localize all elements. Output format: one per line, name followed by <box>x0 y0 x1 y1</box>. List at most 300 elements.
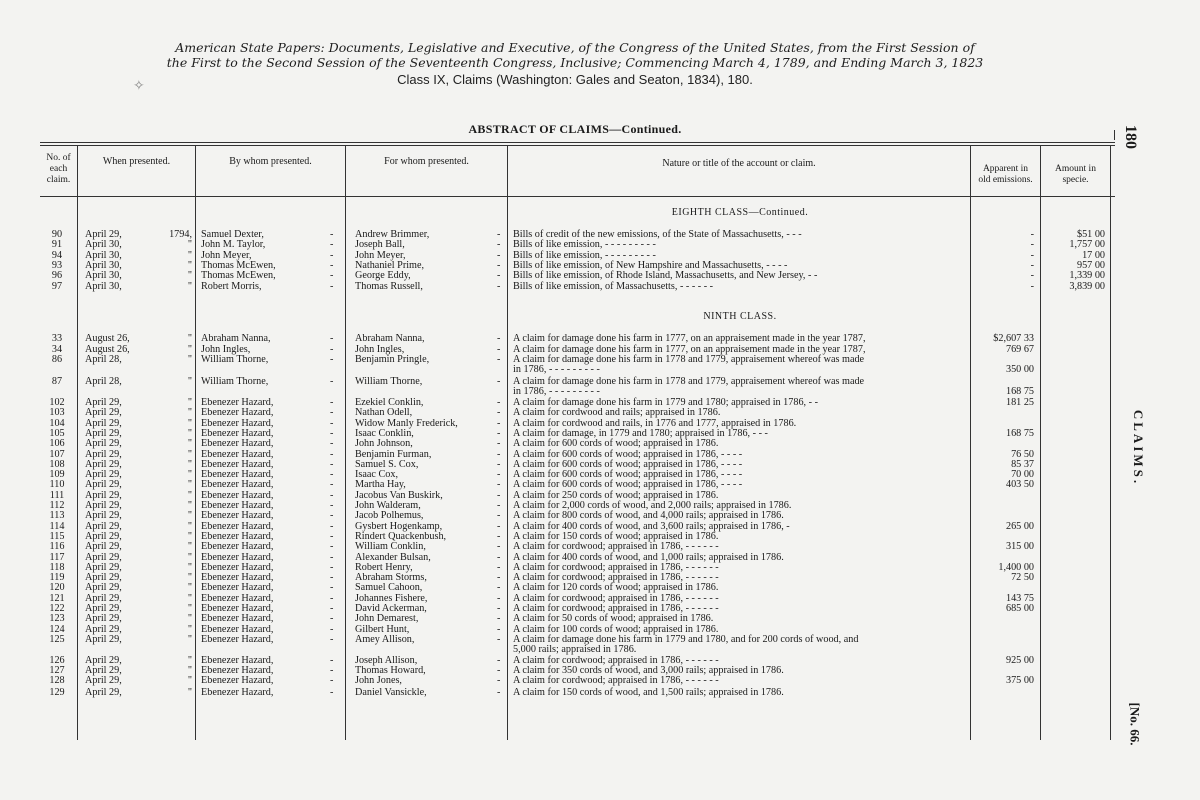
year: " <box>187 530 192 542</box>
leader-dash: - <box>330 500 334 511</box>
leader-dash: - <box>497 280 501 292</box>
amount-old-emissions: 265 00 <box>1005 520 1034 532</box>
claim-number: 125 <box>49 633 65 645</box>
amount-old-emissions: 925 00 <box>1005 654 1034 666</box>
claim-nature: Bills of like emission, - - - - - - - - - <box>513 249 656 261</box>
claim-number: 103 <box>49 407 65 419</box>
claim-nature: A claim for damage done his farm in 1779 and 1780, and for 200 cords of wood, and <box>513 633 859 645</box>
leader-dash: - <box>330 572 334 584</box>
presented-by: Ebenezer Hazard, <box>201 541 274 553</box>
amount-old-emissions: 168 75 <box>1005 386 1034 397</box>
year: " <box>187 603 192 614</box>
claim-number: 123 <box>49 613 65 625</box>
year: " <box>187 343 192 355</box>
claim-nature: in 1786, - - - - - - - - - <box>513 364 600 375</box>
claim-number: 105 <box>49 427 65 439</box>
presented-by: Ebenezer Hazard, <box>201 551 274 563</box>
section-eighth-class: EIGHTH CLASS—Continued. <box>671 207 809 218</box>
claim-nature: A claim for damage done his farm in 1777, on an appraisement made in the year 1787, <box>513 333 866 344</box>
presented-by: Ebenezer Hazard, <box>201 675 274 687</box>
year: " <box>187 333 192 344</box>
date-presented: April 29, <box>85 675 122 687</box>
date-presented: April 29, <box>85 582 122 594</box>
leader-dash: - <box>497 500 501 511</box>
date-presented: April 29, <box>85 664 122 676</box>
leader-dash: - <box>497 417 501 429</box>
presented-by: Ebenezer Hazard, <box>201 623 274 635</box>
leader-dash: - <box>330 343 334 355</box>
date-presented: April 30, <box>85 259 122 271</box>
document-number: [No. 66. <box>1127 702 1143 746</box>
presented-by: Ebenezer Hazard, <box>201 417 274 429</box>
year: " <box>187 438 192 450</box>
claim-number: 129 <box>49 686 65 698</box>
page-edge-rule <box>1114 130 1115 140</box>
leader-dash: - <box>330 686 334 698</box>
table-row <box>0 687 1150 698</box>
col-header-old: Apparent in old emissions. <box>978 164 1033 185</box>
presented-by: Ebenezer Hazard, <box>201 500 274 511</box>
date-presented: April 29, <box>85 469 122 481</box>
date-presented: August 26, <box>85 343 130 355</box>
presented-by: Ebenezer Hazard, <box>201 469 274 481</box>
claim-number: 124 <box>49 623 65 635</box>
amount-old-emissions: 350 00 <box>1005 364 1034 375</box>
year: " <box>187 259 192 271</box>
date-presented: April 30, <box>85 239 122 251</box>
leader-dash: - <box>330 354 334 365</box>
date-presented: April 30, <box>85 270 122 282</box>
claim-nature: A claim for 50 cords of wood; appraised in 1786. <box>513 613 714 625</box>
claim-nature: A claim for 100 cords of wood; appraised in 1786. <box>513 623 719 635</box>
date-presented: April 29, <box>85 438 122 450</box>
presented-for: John Jones, <box>355 675 402 687</box>
presented-by: Ebenezer Hazard, <box>201 479 274 491</box>
leader-dash: - <box>330 229 334 240</box>
amount-old-emissions: 403 50 <box>1005 479 1034 491</box>
claim-nature: A claim for damage done his farm in 1778 and 1779, appraisement whereof was made <box>513 354 865 365</box>
col-header-when: When presented. <box>102 156 171 167</box>
amount-specie: 957 00 <box>1076 259 1105 271</box>
leader-dash: - <box>330 469 334 481</box>
leader-dash: - <box>330 376 334 387</box>
claim-nature: A claim for 800 cords of wood, and 4,000 rails; appraised in 1786. <box>513 510 784 522</box>
date-presented: April 29, <box>85 686 122 698</box>
claim-nature: A claim for cordwood; appraised in 1786, - - - - - - <box>513 654 719 666</box>
leader-dash: - <box>330 239 334 251</box>
presented-for: David Ackerman, <box>355 603 427 614</box>
presented-for: John Meyer, <box>355 249 406 261</box>
leader-dash: - <box>497 530 501 542</box>
presented-by: John Meyer, <box>201 249 252 261</box>
leader-dash: - <box>497 239 501 251</box>
year: " <box>187 458 192 470</box>
presented-for: Martha Hay, <box>355 479 406 491</box>
presented-by: Abraham Nanna, <box>201 333 271 344</box>
claim-number: 93 <box>51 259 63 271</box>
presented-for: Rindert Quackenbush, <box>355 530 447 542</box>
table-top-rule-2 <box>40 145 1115 146</box>
claim-nature: A claim for cordwood; appraised in 1786, - - - - - - <box>513 603 719 614</box>
presented-for: Abraham Storms, <box>355 572 427 584</box>
date-presented: April 29, <box>85 520 122 532</box>
year: " <box>187 572 192 584</box>
presented-by: Ebenezer Hazard, <box>201 572 274 584</box>
presented-for: Nathaniel Prime, <box>355 259 425 271</box>
claim-number: 97 <box>51 280 63 292</box>
amount-old-emissions: 181 25 <box>1005 397 1034 408</box>
claim-nature: A claim for 600 cords of wood; appraised in 1786, - - - - <box>513 479 743 491</box>
amount-old-emissions: 375 00 <box>1005 675 1034 687</box>
presented-for: George Eddy, <box>355 270 411 282</box>
claim-number: 107 <box>49 448 65 460</box>
leader-dash: - <box>497 333 501 344</box>
date-presented: April 29, <box>85 623 122 635</box>
date-presented: April 29, <box>85 489 122 501</box>
year: " <box>187 623 192 635</box>
amount-old-emissions: - <box>1030 280 1034 292</box>
leader-dash: - <box>330 489 334 501</box>
date-presented: April 29, <box>85 654 122 666</box>
presented-by: Ebenezer Hazard, <box>201 510 274 522</box>
leader-dash: - <box>497 376 501 387</box>
leader-dash: - <box>330 623 334 635</box>
amount-old-emissions: - <box>1030 229 1034 240</box>
citation-line-2: the First to the Second Session of the Seventeenth Congress, Inclusive; Commencing March 4, 1789, and Ending March 3, 1823 <box>166 55 984 70</box>
claim-nature: A claim for damage done his farm in 1777, on an appraisement made in the year 1787, <box>513 343 866 355</box>
leader-dash: - <box>330 397 334 408</box>
claim-nature: A claim for 250 cords of wood; appraised in 1786. <box>513 489 719 501</box>
year: " <box>187 376 192 387</box>
leader-dash: - <box>330 603 334 614</box>
leader-dash: - <box>497 561 501 573</box>
date-presented: April 29, <box>85 592 122 604</box>
date-presented: April 29, <box>85 561 122 573</box>
date-presented: April 29, <box>85 613 122 625</box>
leader-dash: - <box>497 613 501 625</box>
leader-dash: - <box>330 613 334 625</box>
presented-by: Ebenezer Hazard, <box>201 489 274 501</box>
claim-nature: Bills of credit of the new emissions, of the State of Massachusetts, - - - <box>513 229 802 240</box>
presented-by: Ebenezer Hazard, <box>201 397 274 408</box>
date-presented: April 30, <box>85 249 122 261</box>
leader-dash: - <box>497 407 501 419</box>
date-presented: April 29, <box>85 541 122 553</box>
date-presented: April 29, <box>85 551 122 563</box>
date-presented: April 29, <box>85 530 122 542</box>
presented-for: Widow Manly Frederick, <box>355 417 458 429</box>
claim-nature: A claim for 400 cords of wood, and 1,000 rails; appraised in 1786. <box>513 551 784 563</box>
citation-line-1: American State Papers: Documents, Legislative and Executive, of the Congress of the United States, from the First Session of <box>175 40 975 55</box>
leader-dash: - <box>497 479 501 491</box>
leader-dash: - <box>497 427 501 439</box>
claim-nature: A claim for 400 cords of wood, and 3,600 rails; appraised in 1786, - <box>513 520 790 532</box>
claim-number: 121 <box>49 592 65 604</box>
claim-nature: A claim for 600 cords of wood; appraised in 1786, - - - - <box>513 469 743 481</box>
leader-dash: - <box>330 582 334 594</box>
claim-nature: A claim for damage done his farm in 1778 and 1779, appraisement whereof was made <box>513 376 865 387</box>
presented-by: Ebenezer Hazard, <box>201 448 274 460</box>
date-presented: April 29, <box>85 417 122 429</box>
year: " <box>187 427 192 439</box>
leader-dash: - <box>497 354 501 365</box>
leader-dash: - <box>330 675 334 687</box>
year: " <box>187 489 192 501</box>
presented-by: Ebenezer Hazard, <box>201 633 274 645</box>
year: " <box>187 675 192 687</box>
section-label: CLAIMS. <box>1131 409 1147 487</box>
year: " <box>187 561 192 573</box>
claim-nature: A claim for 150 cords of wood; appraised in 1786. <box>513 530 719 542</box>
claim-number: 114 <box>49 520 65 532</box>
year: " <box>187 417 192 429</box>
leader-dash: - <box>497 623 501 635</box>
claim-nature: A claim for cordwood; appraised in 1786, - - - - - - <box>513 561 719 573</box>
presented-by: John Ingles, <box>201 343 251 355</box>
date-presented: April 29, <box>85 603 122 614</box>
claim-nature: A claim for 350 cords of wood, and 3,000 rails; appraised in 1786. <box>513 664 784 676</box>
claim-number: 110 <box>49 479 65 491</box>
leader-dash: - <box>497 229 501 240</box>
leader-dash: - <box>497 633 501 645</box>
date-presented: April 28, <box>85 354 122 365</box>
leader-dash: - <box>497 397 501 408</box>
claim-nature: Bills of like emission, - - - - - - - - - <box>513 239 656 251</box>
claim-number: 109 <box>49 469 65 481</box>
presented-for: Alexander Bulsan, <box>355 551 431 563</box>
date-presented: April 29, <box>85 397 122 408</box>
presented-for: Benjamin Pringle, <box>355 354 430 365</box>
year: " <box>187 249 192 261</box>
presented-for: Daniel Vansickle, <box>355 686 427 698</box>
claim-nature: 5,000 rails; appraised in 1786. <box>513 644 637 656</box>
table-row <box>0 333 1150 344</box>
presented-for: Jacob Polhemus, <box>355 510 424 522</box>
amount-old-emissions: 315 00 <box>1005 541 1034 553</box>
presented-by: William Thorne, <box>201 376 269 387</box>
amount-old-emissions: 685 00 <box>1005 603 1034 614</box>
page-number: 180 <box>1122 125 1139 149</box>
leader-dash: - <box>330 530 334 542</box>
amount-old-emissions: 70 00 <box>1011 469 1034 481</box>
leader-dash: - <box>497 249 501 261</box>
presented-for: Isaac Conklin, <box>355 427 414 439</box>
year: " <box>187 239 192 251</box>
claim-number: 126 <box>49 654 65 666</box>
claim-nature: Bills of like emission, of Massachusetts, - - - - - - <box>513 280 714 292</box>
amount-specie: 17 00 <box>1082 249 1105 261</box>
claim-nature: A claim for cordwood; appraised in 1786, - - - - - - <box>513 592 719 604</box>
claim-number: 113 <box>49 510 65 522</box>
page-title: ABSTRACT OF CLAIMS—Continued. <box>468 122 682 136</box>
leader-dash: - <box>497 438 501 450</box>
presented-for: William Conklin, <box>355 541 426 553</box>
year: " <box>187 397 192 408</box>
amount-old-emissions: 143 75 <box>1005 592 1034 604</box>
amount-old-emissions: 168 75 <box>1005 427 1034 439</box>
leader-dash: - <box>330 551 334 563</box>
table-row <box>0 281 1150 292</box>
presented-for: John Walderam, <box>355 500 421 511</box>
date-presented: April 29, <box>85 448 122 460</box>
leader-dash: - <box>497 510 501 522</box>
table-row <box>0 344 1150 355</box>
claim-nature: A claim for 600 cords of wood; appraised in 1786, - - - - <box>513 458 743 470</box>
presented-for: John Ingles, <box>355 343 405 355</box>
col-header-no: No. of each claim. <box>46 153 71 185</box>
leader-dash: - <box>330 270 334 282</box>
year: " <box>187 541 192 553</box>
claim-number: 115 <box>49 530 65 542</box>
col-header-for: For whom presented. <box>384 156 469 167</box>
presented-by: Ebenezer Hazard, <box>201 438 274 450</box>
year: " <box>187 280 192 292</box>
presented-by: Ebenezer Hazard, <box>201 520 274 532</box>
claim-number: 116 <box>49 541 65 553</box>
presented-for: Thomas Russell, <box>355 280 423 292</box>
date-presented: April 29, <box>85 633 122 645</box>
leader-dash: - <box>330 561 334 573</box>
presented-by: John M. Taylor, <box>201 239 266 251</box>
claim-number: 90 <box>51 229 63 240</box>
year: " <box>187 686 192 698</box>
claim-number: 118 <box>49 561 65 573</box>
presented-by: Ebenezer Hazard, <box>201 407 274 419</box>
leader-dash: - <box>330 633 334 645</box>
presented-by: Robert Morris, <box>201 280 262 292</box>
leader-dash: - <box>497 675 501 687</box>
amount-specie: 1,339 00 <box>1069 270 1105 282</box>
claim-number: 96 <box>51 270 63 282</box>
leader-dash: - <box>497 448 501 460</box>
year: " <box>187 654 192 666</box>
amount-old-emissions: 76 50 <box>1011 448 1034 460</box>
claim-nature: A claim for 600 cords of wood; appraised in 1786. <box>513 438 719 450</box>
presented-for: Joseph Ball, <box>355 239 405 251</box>
presented-for: Nathan Odell, <box>355 407 413 419</box>
claim-number: 102 <box>49 397 65 408</box>
claim-nature: A claim for 600 cords of wood; appraised in 1786, - - - - <box>513 448 743 460</box>
date-presented: April 29, <box>85 407 122 419</box>
year: " <box>187 500 192 511</box>
claim-nature: Bills of like emission, of Rhode Island, Massachusetts, and New Jersey, - - <box>513 270 818 282</box>
leader-dash: - <box>497 469 501 481</box>
table-top-rule <box>40 142 1115 143</box>
leader-dash: - <box>497 520 501 532</box>
leader-dash: - <box>330 249 334 261</box>
presented-by: Ebenezer Hazard, <box>201 427 274 439</box>
amount-specie: 3,839 00 <box>1069 280 1105 292</box>
presented-by: Ebenezer Hazard, <box>201 592 274 604</box>
date-presented: August 26, <box>85 333 130 344</box>
year: " <box>187 510 192 522</box>
date-presented: April 30, <box>85 280 122 292</box>
amount-old-emissions: 1,400 00 <box>998 561 1034 573</box>
leader-dash: - <box>330 592 334 604</box>
col-header-specie: Amount in specie. <box>1055 164 1096 185</box>
year: " <box>187 407 192 419</box>
claim-nature: A claim for cordwood and rails, in 1776 and 1777, appraised in 1786. <box>513 417 797 429</box>
claim-nature: Bills of like emission, of New Hampshire and Massachusetts, - - - - <box>513 259 788 271</box>
date-presented: April 29, <box>85 500 122 511</box>
presented-for: Jacobus Van Buskirk, <box>355 489 443 501</box>
presented-by: Ebenezer Hazard, <box>201 654 274 666</box>
presented-for: Samuel S. Cox, <box>355 458 419 470</box>
claim-nature: A claim for 120 cords of wood; appraised in 1786. <box>513 582 719 594</box>
presented-by: Samuel Dexter, <box>201 229 264 240</box>
year: " <box>187 633 192 645</box>
amount-old-emissions: - <box>1030 249 1034 261</box>
date-presented: April 28, <box>85 376 122 387</box>
year: " <box>187 448 192 460</box>
presented-for: Samuel Cahoon, <box>355 582 423 594</box>
claim-number: 94 <box>51 249 63 261</box>
presented-by: Ebenezer Hazard, <box>201 664 274 676</box>
smudge-mark: ✧ <box>133 79 145 94</box>
presented-for: Gilbert Hunt, <box>355 623 410 635</box>
date-presented: April 29, <box>85 510 122 522</box>
citation-line-3: Class IX, Claims (Washington: Gales and Seaton, 1834), 180. <box>397 72 753 87</box>
col-header-nature: Nature or title of the account or claim. <box>662 158 816 169</box>
presented-for: Gysbert Hogenkamp, <box>355 520 443 532</box>
claim-number: 120 <box>49 582 65 594</box>
year: " <box>187 354 192 365</box>
leader-dash: - <box>330 280 334 292</box>
presented-by: William Thorne, <box>201 354 269 365</box>
leader-dash: - <box>497 572 501 584</box>
year: " <box>187 582 192 594</box>
presented-for: Thomas Howard, <box>355 664 426 676</box>
year: 1794, <box>169 229 192 240</box>
year: " <box>187 469 192 481</box>
presented-for: Isaac Cox, <box>355 469 398 481</box>
presented-for: Robert Henry, <box>355 561 413 573</box>
claim-number: 86 <box>51 354 63 365</box>
presented-by: Ebenezer Hazard, <box>201 603 274 614</box>
presented-for: Amey Allison, <box>355 633 415 645</box>
presented-for: Johannes Fishere, <box>355 592 428 604</box>
presented-by: Ebenezer Hazard, <box>201 458 274 470</box>
leader-dash: - <box>330 427 334 439</box>
leader-dash: - <box>330 438 334 450</box>
leader-dash: - <box>497 343 501 355</box>
section-ninth-class: NINTH CLASS. <box>703 311 777 322</box>
leader-dash: - <box>497 458 501 470</box>
claim-number: 111 <box>49 489 65 501</box>
claim-nature: A claim for 150 cords of wood, and 1,500 rails; appraised in 1786. <box>513 686 784 698</box>
leader-dash: - <box>330 664 334 676</box>
amount-old-emissions: - <box>1030 239 1034 251</box>
claim-number: 119 <box>49 572 65 584</box>
claim-nature: in 1786, - - - - - - - - - <box>513 386 600 397</box>
leader-dash: - <box>497 270 501 282</box>
leader-dash: - <box>497 582 501 594</box>
claim-number: 87 <box>51 376 63 387</box>
claim-nature: A claim for cordwood; appraised in 1786, - - - - - - <box>513 572 719 584</box>
leader-dash: - <box>330 510 334 522</box>
leader-dash: - <box>330 407 334 419</box>
presented-for: Andrew Brimmer, <box>355 229 430 240</box>
claim-number: 122 <box>49 603 65 614</box>
leader-dash: - <box>330 654 334 666</box>
leader-dash: - <box>330 333 334 344</box>
claim-number: 108 <box>49 458 65 470</box>
amount-specie: 1,757 00 <box>1069 239 1105 251</box>
presented-by: Ebenezer Hazard, <box>201 561 274 573</box>
date-presented: April 29, <box>85 427 122 439</box>
leader-dash: - <box>497 541 501 553</box>
amount-old-emissions: 72 50 <box>1011 572 1034 584</box>
